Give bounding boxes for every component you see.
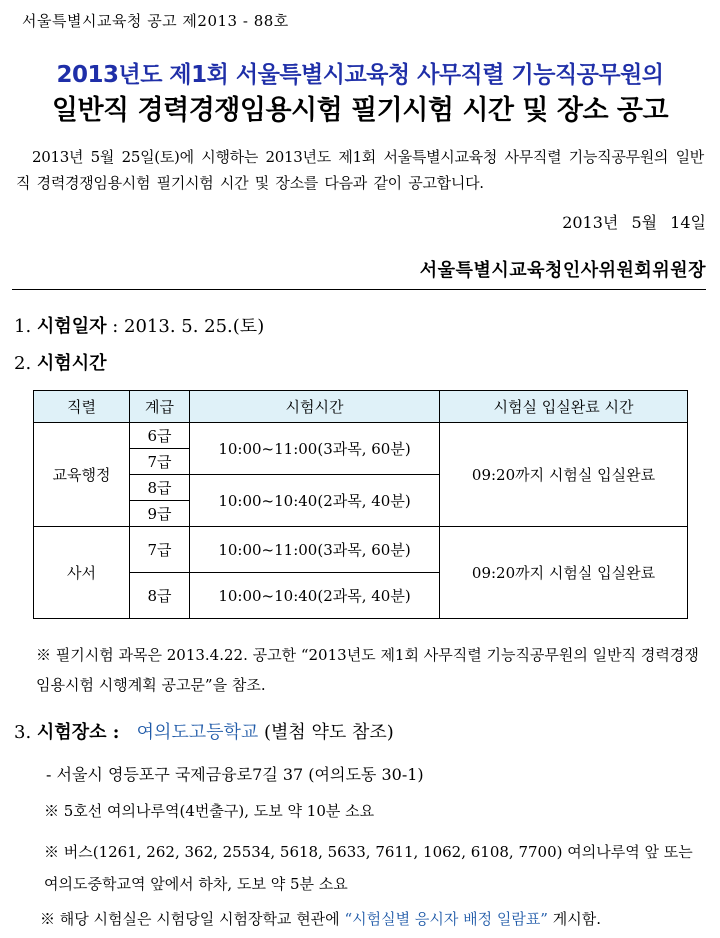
job-cell: 사서 bbox=[34, 527, 130, 619]
schedule-table bbox=[33, 390, 688, 619]
table-row bbox=[34, 423, 688, 449]
note-posting-prefix: ※ 해당 시험실은 시험당일 시험장학교 현관에 bbox=[40, 910, 340, 928]
entry-cell: 09:20까지 시험실 입실완료 bbox=[440, 423, 688, 527]
grade-cell: 7급 bbox=[130, 449, 190, 475]
time-cell: 10:00~11:00(3과목, 60분) bbox=[190, 527, 440, 573]
venue-address: - 서울시 영등포구 국제금융로7길 37 (여의도동 30-1) bbox=[46, 765, 424, 784]
note-posting-highlight: “시험실별 응시자 배정 일람표” bbox=[344, 910, 548, 928]
note-subway: ※ 5호선 여의나루역(4번출구), 도보 약 10분 소요 bbox=[44, 802, 375, 820]
section-number: 2. bbox=[14, 353, 32, 374]
time-cell: 10:00~10:40(2과목, 40분) bbox=[190, 573, 440, 619]
section-label: 시험일자 bbox=[36, 316, 107, 337]
job-cell: 교육행정 bbox=[34, 423, 130, 527]
header-job: 직렬 bbox=[34, 391, 130, 423]
section-number: 1. bbox=[14, 316, 32, 337]
section-exam-place bbox=[14, 718, 394, 744]
section-exam-time bbox=[14, 349, 106, 375]
section-label: 시험장소 : bbox=[36, 722, 120, 743]
header-grade: 계급 bbox=[130, 391, 190, 423]
note-posting-suffix: 게시함. bbox=[552, 910, 602, 928]
grade-cell: 8급 bbox=[130, 475, 190, 501]
issuer: 서울특별시교육청인사위원회위원장 bbox=[419, 260, 706, 281]
divider bbox=[12, 289, 706, 290]
title-line-1: 2013년도 제1회 서울특별시교육청 사무직렬 기능직공무원의 bbox=[56, 62, 664, 88]
venue-name: 여의도고등학교 bbox=[136, 722, 259, 743]
section-number: 3. bbox=[14, 722, 32, 743]
grade-cell: 9급 bbox=[130, 501, 190, 527]
entry-cell: 09:20까지 시험실 입실완료 bbox=[440, 527, 688, 619]
grade-cell: 6급 bbox=[130, 423, 190, 449]
note-subjects: ※ 필기시험 과목은 2013.4.22. 공고한 “2013년도 제1회 사무직렬 기능직공무원의 일반직 경력경쟁임용시험 시행계획 공고문”을 참조. bbox=[36, 646, 699, 694]
announcement-date: 2013년 5월 14일 bbox=[562, 213, 706, 232]
grade-cell: 7급 bbox=[130, 527, 190, 573]
section-label: 시험시간 bbox=[36, 353, 107, 374]
table-row bbox=[34, 527, 688, 573]
grade-cell: 8급 bbox=[130, 573, 190, 619]
note-bus: ※ 버스(1261, 262, 362, 25534, 5618, 5633, 7611, 1062, 6108, 7700) 여의나루역 앞 또는 여의도중학교역 앞에서 하차, 도보 약 5분 소요 bbox=[44, 843, 693, 893]
time-cell: 10:00~10:40(2과목, 40분) bbox=[190, 475, 440, 527]
intro-paragraph: 2013년 5월 25일(토)에 시행하는 2013년도 제1회 서울특별시교육청 사무직렬 기능직공무원의 일반직 경력경쟁임용시험 필기시험 시간 및 장소를 다음과 같이 공고합니다. bbox=[16, 148, 704, 192]
notice-number: 서울특별시교육청 공고 제2013 - 88호 bbox=[22, 12, 289, 30]
note-posting bbox=[40, 908, 601, 929]
table-header-row bbox=[34, 391, 688, 423]
venue-ref: (별첨 약도 참조) bbox=[264, 722, 394, 743]
title-line-2: 일반직 경력경쟁임용시험 필기시험 시간 및 장소 공고 bbox=[51, 95, 669, 126]
time-cell: 10:00~11:00(3과목, 60분) bbox=[190, 423, 440, 475]
header-time: 시험시간 bbox=[190, 391, 440, 423]
section-exam-date bbox=[14, 312, 264, 338]
exam-date-value: : 2013. 5. 25.(토) bbox=[112, 316, 265, 337]
header-entry: 시험실 입실완료 시간 bbox=[440, 391, 688, 423]
